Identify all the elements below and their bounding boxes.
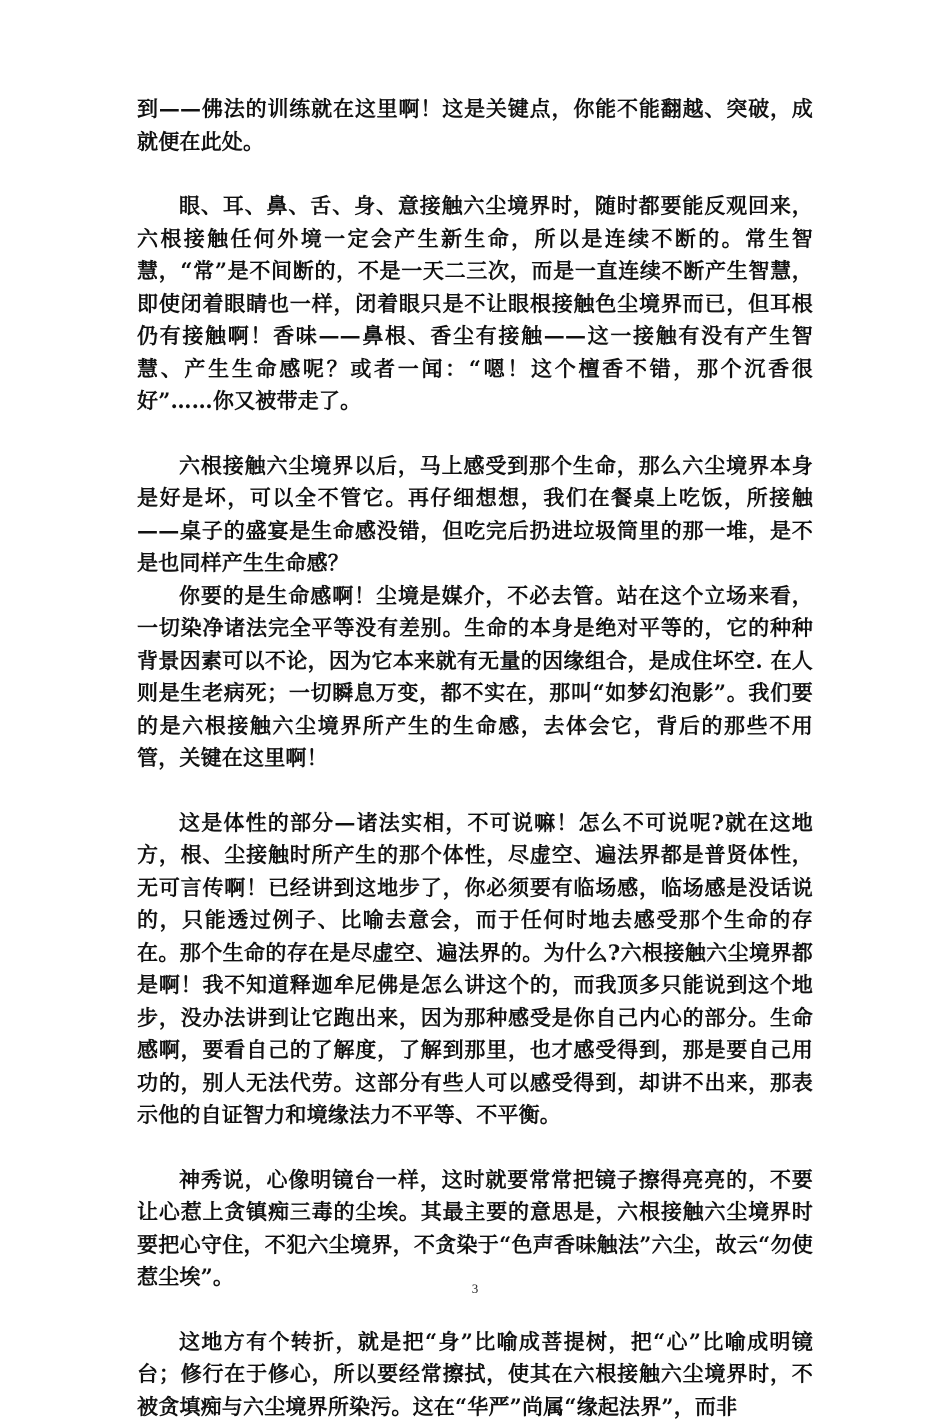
document-body <box>137 93 813 1423</box>
paragraph-1: 到——佛法的训练就在这里啊！这是关键点，你能不能翻越、突破，成就便在此处。 <box>137 93 813 158</box>
paragraph-5: 这是体性的部分—诸法实相，不可说嘛！怎么不可说呢?就在这地方，根、尘接触时所产生的那个体性，尽虚空、遍法界都是普贤体性，无可言传啊！已经讲到这地步了，你必须要有临场感，临场感是没话说的，只能透过例子、比喻去意会，而于任何时地去感受那个生命的存在。那个生命的存在是尽虚空、遍法界的。为什么?六根接触六尘境界都是啊！我不知道释迦牟尼佛是怎么讲这个的，而我顶多只能说到这个地步，没办法讲到让它跑出来，因为那种感受是你自己内心的部分。生命感啊，要看自己的了解度，了解到那里，也才感受得到，那是要自己用功的，别人无法代劳。这部分有些人可以感受得到，却讲不出来，那表示他的自证智力和境缘法力不平等、不平衡。 <box>137 807 813 1132</box>
paragraph-6: 神秀说，心像明镜台一样，这时就要常常把镜子擦得亮亮的，不要让心惹上贪镇痴三毒的尘埃。其最主要的意思是，六根接触六尘境界时要把心守住，不犯六尘境界，不贪染于“色声香味触法”六尘，故云“勿使惹尘埃”。 <box>137 1164 813 1294</box>
paragraph-7: 这地方有个转折，就是把“身”比喻成菩提树，把“心”比喻成明镜台；修行在于修心，所以要经常擦拭，使其在六根接触六尘境界时，不被贪填痴与六尘境界所染污。这在“华严”尚属“缘起法界”，而非 <box>137 1326 813 1423</box>
page-number: 3 <box>0 1281 950 1297</box>
paragraph-3: 六根接触六尘境界以后，马上感受到那个生命，那么六尘境界本身是好是坏，可以全不管它。再仔细想想，我们在餐桌上吃饭，所接触——桌子的盛宴是生命感没错，但吃完后扔进垃圾筒里的那一堆，是不是也同样产生生命感？ <box>137 450 813 580</box>
paragraph-2: 眼、耳、鼻、舌、身、意接触六尘境界时，随时都要能反观回来，六根接触任何外境一定会产生新生命，所以是连续不断的。常生智慧，“常”是不间断的，不是一天二三次，而是一直连续不断产生智慧，即使闭着眼睛也一样，闭着眼只是不让眼根接触色尘境界而已，但耳根仍有接触啊！香味——鼻根、香尘有接触——这一接触有没有产生智慧、产生生命感呢？或者一闻：“嗯！这个檀香不错，那个沉香很好”……你又被带走了。 <box>137 190 813 418</box>
paragraph-4: 你要的是生命感啊！尘境是媒介，不必去管。站在这个立场来看，一切染净诸法完全平等没有差别。生命的本身是绝对平等的，它的种种背景因素可以不论，因为它本来就有无量的因缘组合，是成住坏空. 在人则是生老病死；一切瞬息万变，都不实在，那叫“如梦幻泡影”。我们要的是六根接触六尘境界所产生的生命感，去体会它，背后的那些不用管，关键在这里啊！ <box>137 580 813 775</box>
